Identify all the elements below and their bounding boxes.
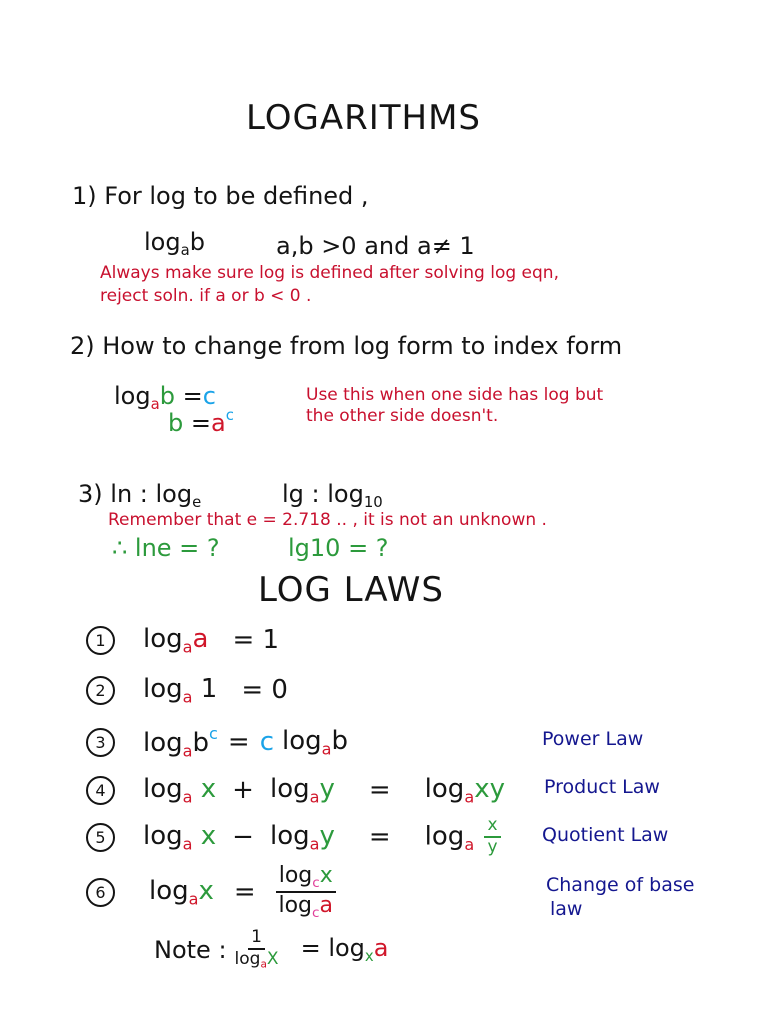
variable-a: a [319, 893, 333, 918]
term-log-fraction [425, 817, 501, 857]
lg-word: lg : log [282, 480, 364, 508]
law-4 [86, 774, 505, 807]
quotient-law-label: Quotient Law [542, 824, 669, 846]
change-of-base-label-line-2: law [550, 898, 583, 920]
section-3-heading [78, 480, 201, 511]
equals-sign: = [182, 382, 203, 410]
index-base: a [210, 409, 226, 438]
term-log-x [143, 821, 216, 854]
law-number: 4 [86, 776, 115, 805]
equals-sign: = [368, 822, 391, 852]
power-law-label: Power Law [542, 728, 644, 750]
log-base: a [182, 687, 193, 707]
log-argument: b [331, 726, 349, 757]
term-log-x [143, 774, 216, 807]
definition-condition: a,b >0 and a≠ 1 [276, 232, 475, 260]
product-law-label: Product Law [544, 776, 660, 798]
plus-sign: + [232, 775, 254, 806]
log-base: c [312, 874, 320, 891]
log-base: c [312, 904, 320, 921]
log-argument: b [192, 728, 210, 759]
log-base: a [182, 787, 193, 807]
equals-sign: = [368, 775, 391, 806]
equals-sign: = [233, 877, 256, 907]
log-base: a [182, 637, 193, 657]
log-word: log [143, 774, 183, 804]
log-word: log [424, 774, 465, 804]
equals-sign: = [190, 409, 211, 438]
section-2-heading: 2) How to change from log form to index form [70, 332, 623, 360]
log-base: a [182, 834, 193, 854]
coefficient: c [259, 727, 274, 758]
log-word: log [143, 674, 183, 704]
page-title: LOGARITHMS [246, 98, 482, 138]
log-word: log [144, 228, 181, 256]
change-of-base-label-line-1: Change of base [546, 874, 695, 896]
note-label: Note : [154, 936, 227, 964]
log-argument: a [373, 934, 389, 963]
term-log-x [149, 876, 214, 909]
variable-x: x [200, 774, 217, 804]
log-base: a [260, 958, 267, 971]
denominator-y: y [487, 837, 498, 857]
equals-log: = log [300, 934, 365, 963]
question-lne: ∴ lne = ? [112, 534, 220, 562]
law-number: 5 [86, 823, 115, 852]
log-base: a [188, 889, 199, 909]
index-exponent: c [225, 406, 234, 424]
log-word: log [143, 728, 183, 759]
term-log-xy [425, 774, 505, 807]
log-base: a [309, 834, 320, 854]
log-word: log [143, 624, 183, 654]
note-e-value: Remember that e = 2.718 .. , it is not an unknown . [108, 510, 547, 530]
log-a-b-expression [144, 228, 205, 259]
variable-y: y [319, 820, 335, 851]
denominator [278, 893, 333, 920]
law-lhs [143, 674, 217, 707]
term-log-y [270, 774, 335, 807]
log-result: c [202, 382, 216, 410]
law-number: 2 [86, 676, 115, 705]
change-of-base-fraction [276, 864, 336, 920]
log-laws-title: LOG LAWS [258, 570, 444, 610]
variable-y: y [319, 774, 335, 804]
numerator-one: 1 [248, 929, 265, 950]
exponent: c [209, 724, 218, 743]
note-reciprocal [154, 928, 388, 972]
ln-definition: ln : log [110, 480, 193, 508]
log-base: a [464, 787, 475, 807]
variable-x: X [266, 949, 279, 970]
log-argument: b [189, 228, 205, 256]
numerator [276, 864, 336, 893]
law-rhs: = 0 [241, 675, 288, 706]
law-rhs [282, 726, 348, 759]
log-argument: 1 [200, 674, 218, 704]
log-word: log [143, 820, 183, 851]
log-argument: a [192, 624, 209, 654]
law-5 [86, 815, 501, 857]
law-lhs [143, 724, 218, 761]
note-defined-line-2: reject soln. if a or b < 0 . [100, 286, 312, 306]
question-lg10: lg10 = ? [288, 534, 389, 562]
section-number: 3) [78, 480, 103, 508]
law-1 [86, 624, 279, 657]
log-argument: b [159, 382, 175, 410]
variable-x: x [319, 862, 333, 888]
reciprocal-fraction [235, 929, 279, 971]
log-word: log [278, 862, 313, 888]
variable-x: x [198, 875, 214, 906]
equals-sign: = [227, 727, 250, 758]
section-1-heading: 1) For log to be defined , [72, 182, 369, 210]
log-base: a [182, 741, 193, 761]
law-2 [86, 674, 288, 707]
log-word: log [281, 726, 322, 757]
log-word: log [424, 821, 465, 852]
index-form-equation [168, 406, 234, 437]
lg-definition [282, 480, 383, 511]
ln-base: e [192, 493, 202, 512]
term-log-y [270, 821, 335, 854]
law-3 [86, 724, 348, 761]
log-base: a [321, 739, 332, 759]
denominator [235, 950, 279, 971]
law-lhs [143, 624, 208, 657]
law-rhs: = 1 [232, 625, 280, 656]
log-word: log [269, 820, 310, 851]
variable-x: x [200, 820, 217, 851]
log-base: a [150, 395, 160, 414]
law-number: 6 [86, 878, 115, 907]
lg-base: 10 [363, 493, 383, 512]
log-word: log [234, 949, 261, 970]
log-word: log [114, 382, 151, 410]
note-index-line-2: the other side doesn't. [306, 406, 499, 426]
log-word: log [149, 875, 189, 906]
log-word: log [269, 774, 310, 804]
note-rhs [301, 934, 389, 965]
log-base: a [464, 835, 475, 855]
law-6 [86, 862, 336, 922]
log-base: x [364, 947, 374, 966]
numerator-x: x [484, 817, 500, 838]
fraction-x-over-y [484, 817, 500, 857]
law-number: 3 [86, 728, 115, 757]
variable-xy: xy [474, 774, 505, 804]
log-word: log [278, 893, 313, 918]
note-index-line-1: Use this when one side has log but [306, 385, 604, 405]
law-number: 1 [86, 626, 115, 655]
index-b: b [168, 409, 184, 438]
log-base: a [309, 787, 320, 807]
log-base: a [180, 241, 190, 260]
note-defined-line-1: Always make sure log is defined after solving log eqn, [100, 263, 559, 283]
minus-sign: − [232, 822, 254, 852]
